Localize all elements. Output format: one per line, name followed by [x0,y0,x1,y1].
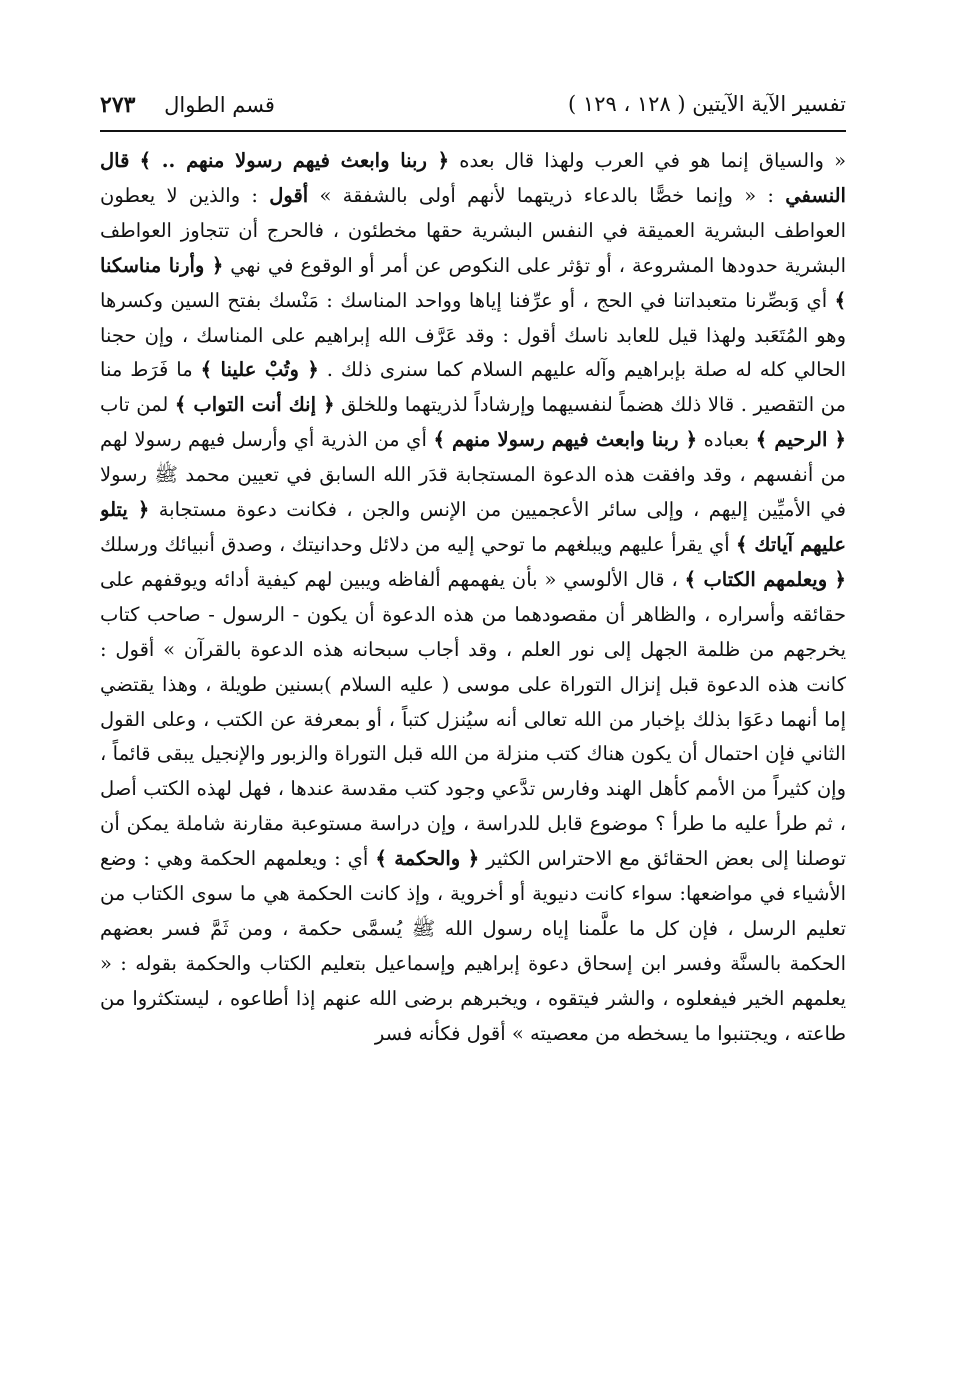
text-segment: بعباده [697,428,756,452]
text-segment: أي يقرأ عليهم ويبلغهم ما توحي إليه من دلائل وحدانيتك ، وصدق أنبيائك ورسلك [100,532,737,556]
author-note-label: أقول [269,183,309,207]
text-segment: : « وإنما خصًّا بالدعاء ذريتهما لأنهم أولى بالشفقة » [308,183,786,207]
quran-quote: ﴿ إنك أنت التواب ﴾ [174,393,335,417]
quran-quote: ﴿ وأرنا مناسكنا ﴾ [100,253,846,312]
body-paragraph [100,144,846,1052]
text-segment: أي وَبصِّرنا متعبداتنا في الحج ، أو عرِّفنا إياها وواحد المناسك : مَنْسك بفتح السين وكسرها وهو المُتَعَبد ولهذا قيل للعابد ناسك أقول : وقد عَرَّف الله إبراهيم على المناسك ، وإن حجنا الحالي كله له صلة بإبراهيم وآله عليهم السلام كما سنرى ذلك . [100,288,846,382]
text-segment: أي : ويعلمهم الحكمة وهي : وضع الأشياء في مواضعها: سواء كانت دنيوية أو أخروية ، وإذ كانت الحكمة هي ما سوى الكتاب من تعليم الرسل ، فإن كل ما علَّمنا إياه رسول الله ﷺ يُسمَّى حكمة ، ومن ثَمَّ فسر بعضهم الحكمة بالسنَّة وفسر ابن إسحاق دعوة إبراهيم وإسماعيل بتعليم الكتاب والحكمة بقوله : « يعلمهم الخير فيفعلوه ، والشر فيتقوه ، ويخبرهم برضى الله عنهم إذا أطاعوه ، ليستكثروا من طاعته ، ويجتنبوا ما يسخطه من معصيته » أقول فكأنه فسر [100,847,846,1045]
text-segment: « والسياق إنما هو في العرب ولهذا قال بعده [449,149,846,172]
section-name: قسم الطوال [164,93,275,117]
running-title: تفسير الآية الآيتين ( ١٢٨ ، ١٢٩ ) [568,92,846,116]
quran-quote: ﴿ الرحيم ﴾ [755,428,846,452]
header-section-group [100,92,275,118]
quran-quote: ﴿ وتُبْ علينا ﴾ [200,358,319,382]
quran-quote: ﴿ ويعلمهم الكتاب ﴾ [684,567,846,591]
text-segment [129,149,139,172]
quran-quote: ﴿ ربنا وابعث فيهم رسولا منهم .. ﴾ [139,149,450,172]
header-rule [100,130,846,132]
page-header [100,88,846,126]
book-page [100,88,846,1328]
quran-quote: ﴿ والحكمة ﴾ [375,847,480,871]
quran-quote: ﴿ يتلو عليهم آياتك ﴾ [100,498,846,556]
text-segment: لمن تاب [100,393,175,417]
text-segment: أي من الذرية أي وأرسل فيهم رسولا لهم من أنفسهم ، وقد وافقت هذه الدعوة المستجابة قدَر الله السابق في تعيين محمد ﷺ رسولا في الأميِّين إليهم ، وإلى سائر الأعجميين من الإنس والجن ، فكانت دعوة مستجابة [100,428,846,522]
cited-author: قال النسفي [100,149,846,207]
quran-quote: ﴿ ربنا وابعث فيهم رسولا منهم ﴾ [433,428,698,452]
text-segment: ، قال الألوسي « بأن يفهمهم ألفاظه ويبين لهم كيفية أدائه ويوقفهم على حقائقه وأسراره ، والظاهر أن مقصودهما من هذه الدعوة أن يكون - الرسول - صاحب كتاب يخرجهم من ظلمة الجهل إلى نور العلم ، وقد أجاب سبحانه هذه الدعوة بالقرآن » أقول : كانت هذه الدعوة قبل إنزال التوراة على موسى ( عليه السلام )بسنين طويلة ، وهذا يقتضي إما أنهما دعَوَا بذلك بإخبار من الله تعالى أنه سيُنزل كتباً ، أو بمعرفة عن الكتب ، وعلى القول الثاني فإن احتمال أن يكون هناك كتب منزلة من الله قبل التوراة والزبور والإنجيل يبقى قائماً ، وإن كثيراً من الأمم كأهل الهند وفارس تدَّعي وجود كتب مقدسة عندها ، فهل لهذه الكتب أصل ، ثم طرأ عليه ما طرأ ؟ موضوع قابل للدراسة ، وإن دراسة مستوعبة مقارنة شاملة يمكن أن توصلنا إلى بعض الحقائق مع الاحتراس الكثير [100,567,846,871]
text-segment: : والذين لا يعطون العواطف البشرية العميقة في النفس البشرية حقها مخطئون ، فالحرج أن تتجاوز العواطف البشرية حدودها المشروعة ، أو تؤثر على النكوص عن أمر أو الوقوع في نهي [100,183,846,277]
text-segment: ما فَرَط منا من التقصير . قالا ذلك هضماً لنفسيهما وإرشاداً لذريتهما وللخلق [100,358,846,417]
page-number: ٢٧٣ [100,92,136,118]
